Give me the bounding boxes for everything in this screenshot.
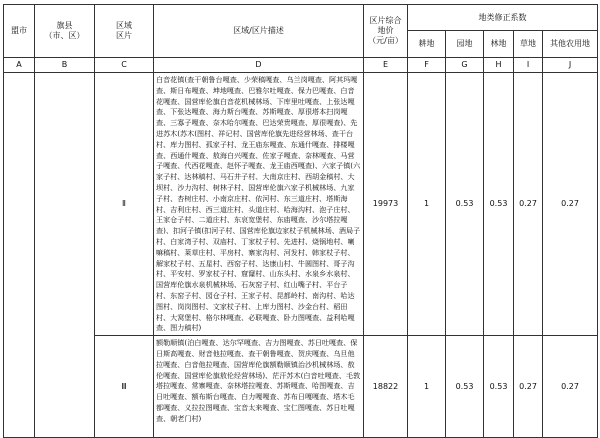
header-area-zone: 区域 区片 (95, 5, 154, 58)
garden-coefficient-cell: 0.53 (446, 336, 484, 438)
column-letter: I (514, 58, 543, 73)
header-composite-land-price: 区片综合 地价 （元/亩） (364, 5, 408, 58)
grassland-coefficient-cell: 0.27 (514, 336, 543, 438)
description-cell: 白音花镇(查干朝鲁台嘎查、少荣稿嘎查、乌兰岗嘎查、阿其玛嘎查、斯日布嘎查、坤地嘎查、巴雅尔吐嘎查、保力巴嘎查、白音花嘎查、国营库伦旗白音花机械林场、下库里吐嘎查、上张达嘎查、下张达嘎查、海力斯台嘎查、苏斯嘎查、厚很塔本扫岗嘎查、三寡子嘎查、奈木哈尔嘎查、巴达荣贵嘎查、厚很嘎查)、先进苏木(苏木(图村、祥记村、国营库伦旗先进经营林场、查干台村、库力图村、孤家子村、龙王庙东嘎查、东通什嘎查、排楼嘎查、西通什嘎查、敖海白兴嘎查、佐家子嘎查、奈林嘎查、马营子嘎查、代西花嘎查、赵怀子嘎查、龙王庙西嘎查)、六家子镇(六家子村、达林稿村、马石井子村、大南京庄村、西胡金稿村、大坝村、沙力沟村、树林子村、国营库伦旗六家子机械林场、九家子村、杏树庄村、小南京庄村、依河村、东三道庄村、塔斯海村、吉利庄村、西三道庄村、头道庄村、哈海沟村、泡子庄村、王家仓子村、二道庄村、东哀宽堡村、东庙嘎查、沙尔塔拉嘎查)、扣河子镇(扣河子村、国营库伦旗边家杖子机械林场、酒局子村、白家湾子村、双庙村、丁家杖子村、先进村、烧锅地村、喇嘛稿村、莱草庄村、平房村、寨家沟村、河发村、韩家杖子村、解家杖子村、五星村、西窑子村、达康山村、牛圆图村、哥子沟村、平安村、罗家杖子村、窟窿村、山东头村、水泉乡水泉村、国营库伦旗水泉机械林场、石灰窑子村、红山嘴子村、平台子村、东窑子村、园仓子村、王家子村、昆都岭村、南沟村、哈达图村、岗岗图村、文家杖子村、上库力图村、沙金台村、稻田村、大窝堡村、格尔林嘎查、必联嘎查、卧力图嘎查、益利哈嘎查、图力稿村) (154, 73, 364, 336)
column-letter: D (154, 58, 364, 73)
table-row (4, 73, 598, 336)
other-agri-coefficient-cell: 0.27 (543, 336, 598, 438)
header-league-city: 盟市 (4, 5, 35, 58)
header-grassland: 草地 (514, 31, 543, 58)
correction-coefficient-table (3, 4, 598, 438)
other-agri-coefficient-cell: 0.27 (543, 73, 598, 336)
header-garden-land: 园地 (446, 31, 484, 58)
league-city-cell (4, 73, 35, 438)
column-letter: A (4, 58, 35, 73)
garden-coefficient-cell: 0.53 (446, 73, 484, 336)
column-letter: E (364, 58, 408, 73)
header-area-description: 区域/区片描述 (154, 5, 364, 58)
column-letter: G (446, 58, 484, 73)
description-cell: 额勒顺镇(泊白嘎查、达尔罕嘎查、吉力图嘎查、苏日吐嘎查、保日斯高嘎查、财音他拉嘎查、查干朝鲁嘎查、贺庆嘎查、乌旦他拉嘎查、白音他拉嘎查、国营库伦旗额勒顺镇治沙机械林场、敖伦嘎查、国营库伦旗敖伦经营林场)、茫汗苏木(白音吐嘎查、毛敦塔拉嘎查、常寨嘎查、奈林塔拉嘎查、苏斯嘎查、哈图嘎查、吉日吐嘎查、额布斯台嘎查、白力嘎嘎查、苏布日嘎嘎查、塔木毛都嘎查、义拉拉图嘎查、宝音太来嘎查、宝仁图嘎查、苏日吐嘎查、朝老门村) (154, 336, 364, 438)
header-forest-land: 林地 (484, 31, 514, 58)
forest-coefficient-cell: 0.53 (484, 73, 514, 336)
column-letter: B (35, 58, 95, 73)
header-cultivated-land: 耕地 (408, 31, 446, 58)
column-letter: C (95, 58, 154, 73)
land-price-cell: 19973 (364, 73, 408, 336)
header-land-type-coefficient: 地类修正系数 (408, 5, 598, 31)
header-banner-county: 旗县 （市、区） (35, 5, 95, 58)
cultivated-coefficient-cell: 1 (408, 73, 446, 336)
header-other-agricultural-land: 其他农用地 (543, 31, 598, 58)
cultivated-coefficient-cell: 1 (408, 336, 446, 438)
zone-cell: Ⅱ (95, 73, 154, 336)
column-letter: H (484, 58, 514, 73)
land-price-cell: 18822 (364, 336, 408, 438)
column-letter: F (408, 58, 446, 73)
banner-county-cell (35, 73, 95, 438)
grassland-coefficient-cell: 0.27 (514, 73, 543, 336)
zone-cell: Ⅲ (95, 336, 154, 438)
column-letter: J (543, 58, 598, 73)
forest-coefficient-cell: 0.53 (484, 336, 514, 438)
